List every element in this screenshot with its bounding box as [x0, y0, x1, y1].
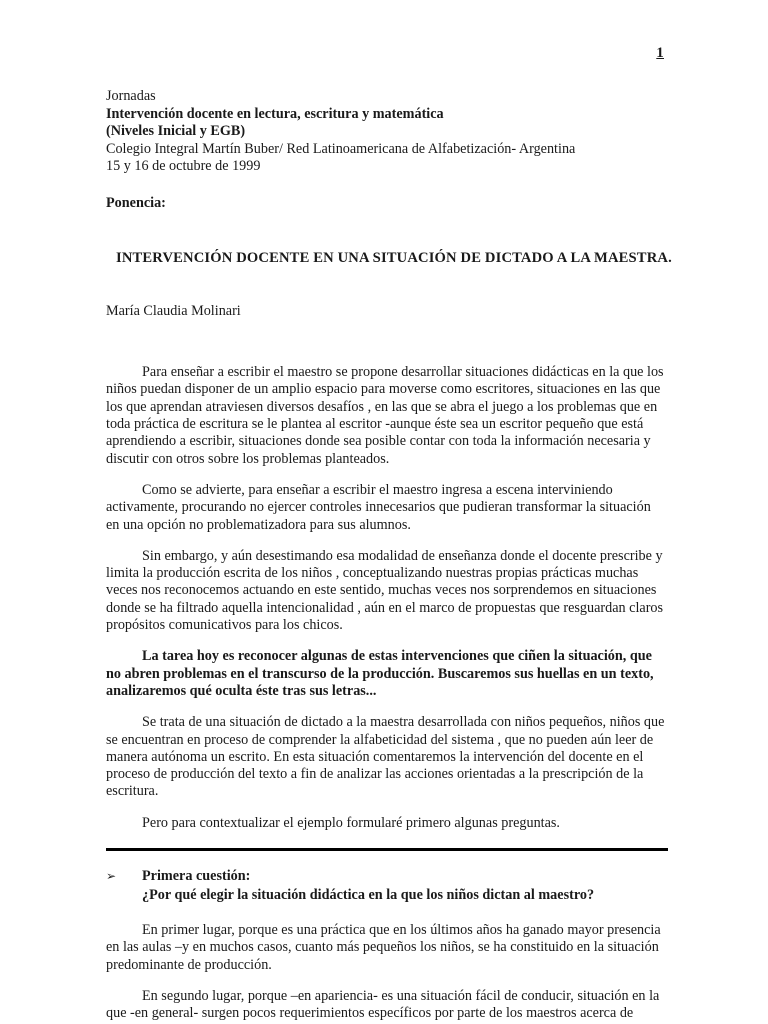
- question-text: ¿Por qué elegir la situación didáctica en la que los niños dictan al maestro?: [142, 886, 595, 903]
- question-heading: Primera cuestión:: [142, 867, 251, 884]
- question-heading-row: [106, 868, 666, 886]
- paragraph: Sin embargo, y aún desestimando esa modalidad de enseñanza donde el docente prescribe y limita la producción escrita de los niños , conceptualizando nuestras propias prácticas muchas veces nos reconocemos actuando en este sentido, muchas veces nos sorprendemos en situaciones donde se ha filtrado aquella intencionalidad , aún en el marco de propuestas que resguardan claros propósitos comunicativos para los chicos.: [106, 547, 664, 634]
- body-text: [106, 364, 666, 832]
- section-divider: [106, 848, 668, 851]
- paragraph-emphasis: La tarea hoy es reconocer algunas de estas intervenciones que ciñen la situación, que no abren problemas en el transcurso de la producción. Buscaremos sus huellas en un texto, analizaremos qué oculta éste tras sus letras...: [106, 648, 654, 699]
- paragraph: Para enseñar a escribir el maestro se propone desarrollar situaciones didácticas en la que los niños puedan disponer de un amplio espacio para moverse como escritores, situaciones en las que los que aprendan atraviesen diversos desafíos , en las que se abra el juego a los problemas que en toda práctica de escritura se le plantea al escritor -aunque éste sea un escritor pequeño que está aprendiendo a escribir, situaciones donde sea posible contar con toda la información necesaria y discutir con otros sobre los problemas planteados.: [106, 364, 664, 467]
- arrow-bullet-icon: ➢: [106, 868, 117, 883]
- masthead: [106, 88, 666, 176]
- question-section: [106, 868, 666, 904]
- masthead-line-event-title: Intervención docente en lectura, escritura y matemática: [106, 105, 444, 122]
- author-name: María Claudia Molinari: [106, 302, 241, 319]
- paragraph: En segundo lugar, porque –en apariencia- es una situación fácil de conducir, situación en la que -en general- surgen pocos requerimientos específicos por parte de los maestros acerca de: [106, 988, 660, 1022]
- page-number: 1: [656, 45, 664, 61]
- paragraph: Como se advierte, para enseñar a escribir el maestro ingresa a escena interviniendo activamente, procurando no ejercer controles innecesarios que pudieran transformar la situación en una opción no problematizadora para sus alumnos.: [106, 481, 651, 533]
- document-content: [106, 88, 672, 1024]
- masthead-line-dates: 15 y 16 de octubre de 1999: [106, 158, 261, 175]
- paragraph: En primer lugar, porque es una práctica que en los últimos años ha ganado mayor presencia en las aulas –y en muchos casos, cuanto más pequeños los niños, se ha constituido en la situación predominante de producción.: [106, 922, 661, 973]
- question-body-text: [106, 922, 666, 1022]
- paragraph: Se trata de una situación de dictado a la maestra desarrollada con niños pequeños, niños que se encuentran en proceso de comprender la alfabeticidad del sistema , que no pueden aún leer de manera autónoma un escrito. En esta situación comentaremos la intervención del docente en el proceso de producción del texto a fin de analizar las acciones orientadas a la prescripción de la escritura.: [106, 714, 665, 800]
- ponencia-label: Ponencia:: [106, 194, 166, 211]
- page-title: INTERVENCIÓN DOCENTE EN UNA SITUACIÓN DE DICTADO A LA MAESTRA.: [116, 249, 672, 266]
- masthead-line-jornadas: Jornadas: [106, 88, 156, 104]
- paragraph: Pero para contextualizar el ejemplo formularé primero algunas preguntas.: [142, 814, 560, 831]
- masthead-line-levels: (Niveles Inicial y EGB): [106, 123, 246, 140]
- page-number-container: [0, 44, 768, 62]
- masthead-line-organizers: Colegio Integral Martín Buber/ Red Latinoamericana de Alfabetización- Argentina: [106, 140, 576, 157]
